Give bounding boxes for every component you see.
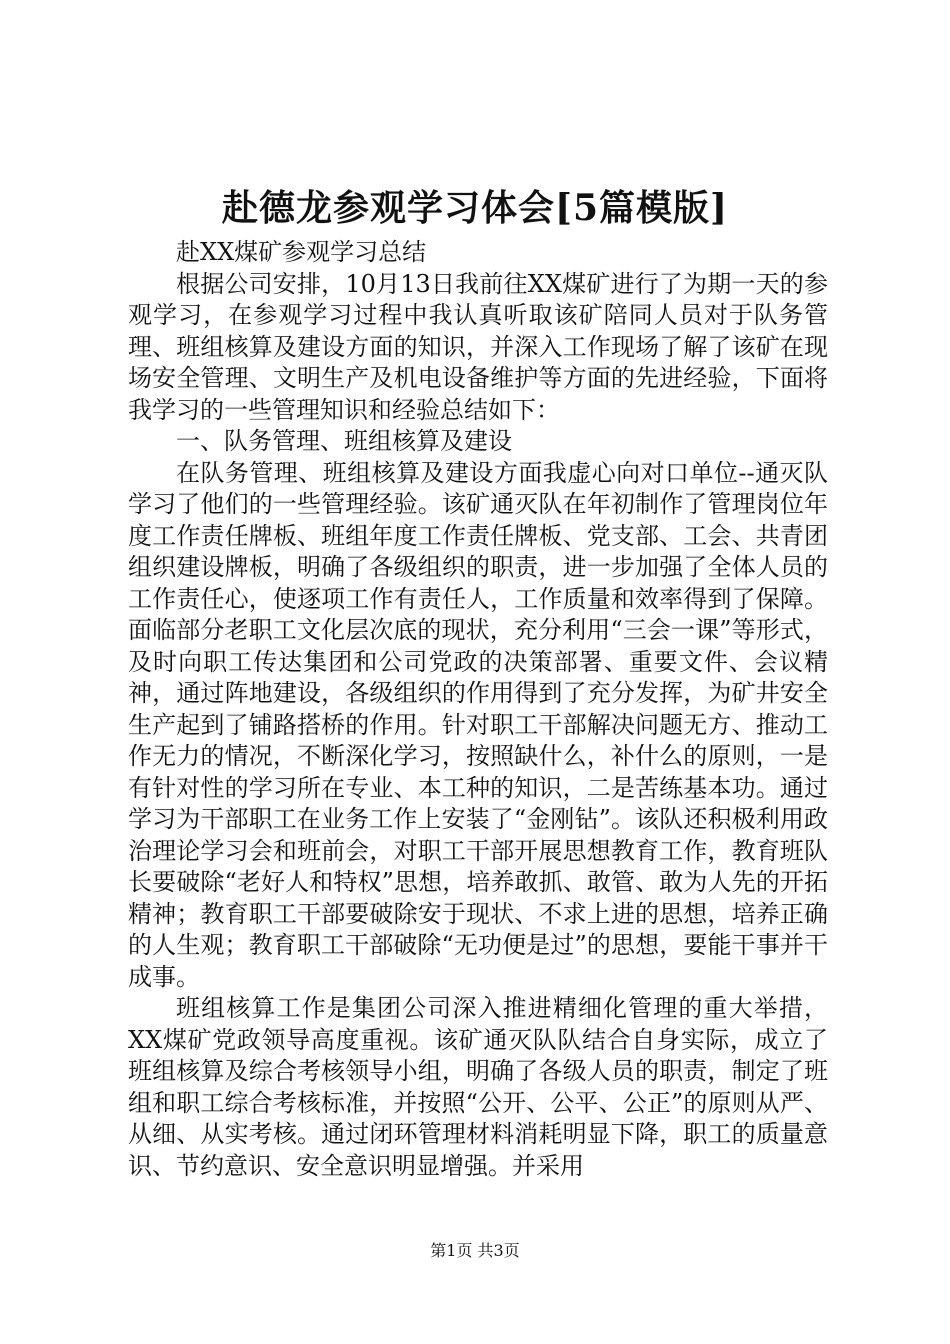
document-body: [128, 237, 828, 1182]
paragraph: 班组核算工作是集团公司深入推进精细化管理的重大举措，XX煤矿党政领导高度重视。该矿通灭队队结合自身实际，成立了班组核算及综合考核领导小组，明确了各级人员的职责，制定了班组和职工综合考核标准，并按照“公开、公平、公正”的原则从严、从细、从实考核。通过闭环管理材料消耗明显下降，职工的质量意识、节约意识、安全意识明显增强。并采用: [128, 994, 828, 1180]
section-heading: 赴XX煤矿参观学习总结: [176, 238, 427, 266]
page-number-footer: 第1页 共3页: [430, 1241, 520, 1260]
paragraph: 在队务管理、班组核算及建设方面我虚心向对口单位--通灭队学习了他们的一些管理经验。该矿通灭队在年初制作了管理岗位年度工作责任牌板、班组年度工作责任牌板、党支部、工会、共青团组织建设牌板，明确了各级组织的职责，进一步加强了全体人员的工作责任心，使逐项工作有责任人，工作质量和效率得到了保障。面临部分老职工文化层次底的现状，充分利用“三会一课”等形式，及时向职工传达集团和公司党政的决策部署、重要文件、会议精神，通过阵地建设，各级组织的作用得到了充分发挥，为矿井安全生产起到了铺路搭桥的作用。针对职工干部解决问题无方、推动工作无力的情况，不断深化学习，按照缺什么，补什么的原则，一是有针对性的学习所在专业、本工种的知识，二是苦练基本功。通过学习为干部职工在业务工作上安装了“金刚钻”。该队还积极利用政治理论学习会和班前会，对职工干部开展思想教育工作，教育班队长要破除“老好人和特权”思想，培养敢抓、敢管、敢为人先的开拓精神；教育职工干部要破除安于现状、不求上进的思想，培养正确的人生观；教育职工干部破除“无功便是过”的思想，要能干事并干成事。: [128, 458, 828, 991]
document-title: 赴德龙参观学习体会[5篇模版]: [221, 187, 729, 229]
paragraph-intro: 根据公司安排，10月13日我前往XX煤矿进行了为期一天的参观学习，在参观学习过程中我认真听取该矿陪同人员对于队务管理、班组核算及建设方面的知识，并深入工作现场了解了该矿在现场安全管理、文明生产及机电设备维护等方面的先进经验，下面将我学习的一些管理知识和经验总结如下：: [128, 269, 828, 424]
section-heading: 一、队务管理、班组核算及建设: [176, 427, 512, 455]
